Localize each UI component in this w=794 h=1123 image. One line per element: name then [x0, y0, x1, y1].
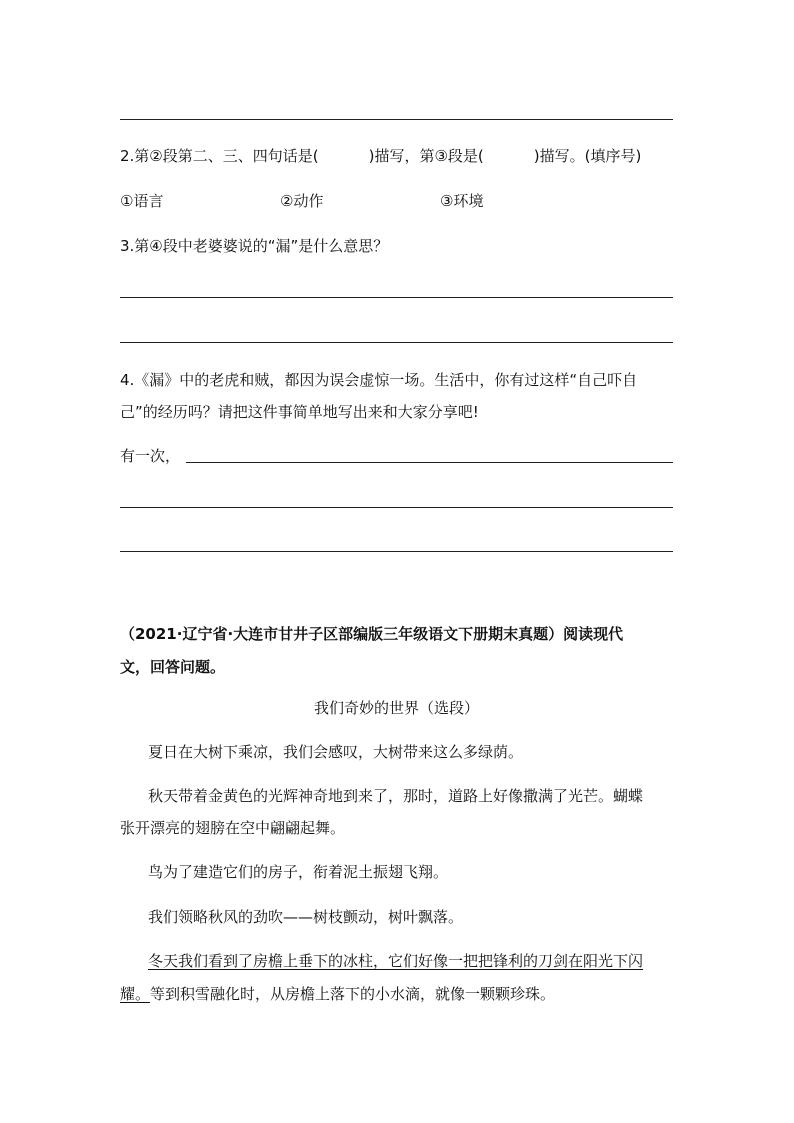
- question-2-text-c: )描写。(填序号): [533, 147, 642, 165]
- answer-line-q3-1: [120, 297, 673, 298]
- passage-paragraph-1: 夏日在大树下乘凉，我们会感叹，大树带来这么多绿荫。: [148, 743, 524, 761]
- source-heading-line-2: 文，回答问题。: [120, 658, 226, 676]
- source-heading-line-1: （2021·辽宁省·大连市甘井子区部编版三年级语文下册期末真题）阅读现代: [120, 625, 624, 643]
- underlined-sentence-end: 耀。: [120, 985, 151, 1003]
- passage-paragraph-5-line-1: 冬天我们看到了房檐上垂下的冰柱，它们好像一把把锋利的刀剑在阳光下闪: [148, 952, 644, 970]
- question-2-text-b: )描写，第③段是(: [368, 147, 484, 165]
- passage-title: 我们奇妙的世界（选段）: [314, 699, 480, 717]
- question-4-line-1: 4.《漏》中的老虎和贼，都因为误会虚惊一场。生活中，你有过这样“自己吓自: [120, 371, 638, 389]
- question-3: 3.第④段中老婆婆说的“漏”是什么意思？: [120, 237, 389, 255]
- question-4-line-2: 己”的经历吗？请把这件事简单地写出来和大家分享吧!: [120, 403, 479, 421]
- passage-paragraph-2-line-2: 张开漂亮的翅膀在空中翩翩起舞。: [120, 819, 346, 837]
- paragraph-5-rest: 等到积雪融化时，从房檐上落下的小水滴，就像一颗颗珍珠。: [150, 985, 556, 1003]
- option-2: ②动作: [280, 192, 324, 210]
- passage-paragraph-4: 我们领略秋风的劲吹——树枝颤动，树叶飘落。: [148, 908, 464, 926]
- passage-paragraph-5-line-2: [120, 984, 555, 1004]
- answer-line-top: [120, 119, 673, 120]
- answer-line-q4-3: [120, 551, 673, 552]
- question-2: [120, 146, 641, 166]
- passage-paragraph-3: 鸟为了建造它们的房子，衔着泥土振翅飞翔。: [148, 863, 449, 881]
- question-2-text-a: 2.第②段第二、三、四句话是(: [120, 147, 319, 165]
- answer-line-q4-2: [120, 507, 673, 508]
- question-4-prompt: 有一次，: [120, 447, 181, 465]
- answer-line-q3-2: [120, 342, 673, 343]
- option-3: ③环境: [440, 192, 484, 210]
- answer-line-q4-1: [186, 462, 673, 463]
- passage-paragraph-2-line-1: 秋天带着金黄色的光辉神奇地到来了，那时，道路上好像撒满了光芒。蝴蝶: [148, 787, 644, 805]
- option-1: ①语言: [120, 192, 164, 210]
